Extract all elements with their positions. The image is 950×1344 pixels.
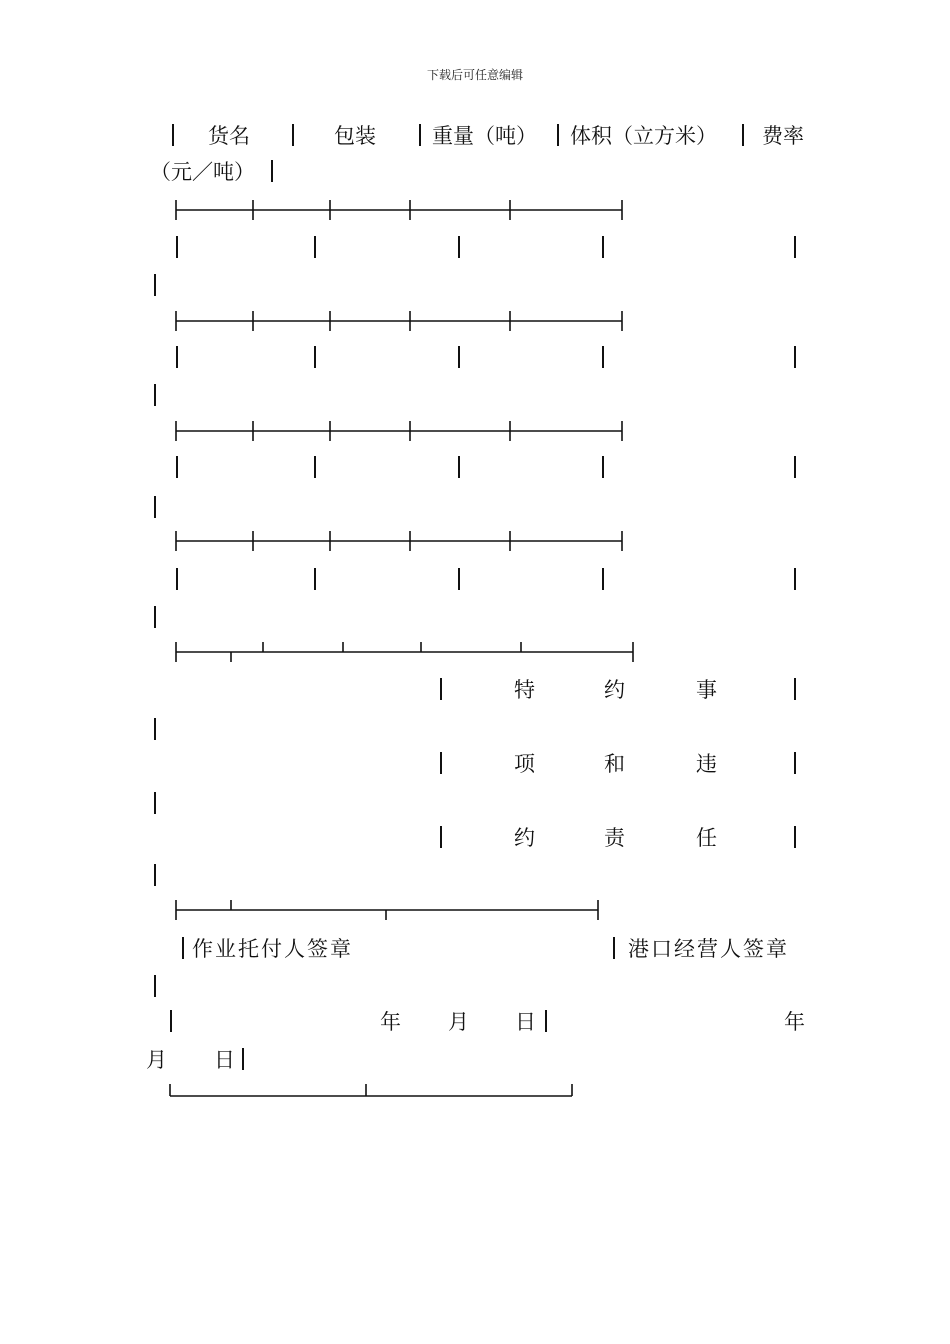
special-terms-char: 项 <box>514 752 535 776</box>
col-divider <box>292 124 294 146</box>
date-month: 月 <box>146 1048 167 1072</box>
date-year: 年 <box>784 1010 805 1034</box>
date-year: 年 <box>380 1010 401 1034</box>
special-terms-char: 约 <box>604 678 625 702</box>
col-header-volume: 体积（立方米） <box>570 124 717 148</box>
row-separator <box>176 200 622 220</box>
col-header-weight: 重量（吨） <box>432 124 537 148</box>
row-separator <box>176 900 598 920</box>
date-day: 日 <box>214 1048 235 1072</box>
col-header-packaging: 包装 <box>334 124 376 148</box>
date-month: 月 <box>448 1010 469 1034</box>
col-header-rate: 费率 <box>762 124 804 148</box>
col-divider <box>742 124 744 146</box>
date-day: 日 <box>515 1010 536 1034</box>
special-terms-char: 任 <box>696 826 717 850</box>
col-divider <box>557 124 559 146</box>
row-separator <box>176 421 622 441</box>
port-operator-signature-label: 港口经营人签章 <box>628 937 789 961</box>
special-terms-char: 约 <box>514 826 535 850</box>
table-bottom-border <box>170 1084 572 1096</box>
col-divider <box>419 124 421 146</box>
col-header-rate-unit: （元／吨） <box>150 160 255 184</box>
col-divider <box>172 124 174 146</box>
special-terms-char: 违 <box>696 752 717 776</box>
consignor-signature-label: 作业托付人签章 <box>192 937 353 961</box>
row-separator <box>176 311 622 331</box>
col-divider <box>271 160 273 182</box>
special-terms-char: 事 <box>696 678 717 702</box>
page-header-note: 下载后可任意编辑 <box>426 68 523 82</box>
special-terms-char: 特 <box>514 678 535 702</box>
col-header-cargo-name: 货名 <box>208 124 250 148</box>
special-terms-char: 和 <box>604 752 625 776</box>
special-terms-char: 责 <box>604 826 625 850</box>
row-separator <box>176 531 622 551</box>
row-separator <box>176 642 633 662</box>
